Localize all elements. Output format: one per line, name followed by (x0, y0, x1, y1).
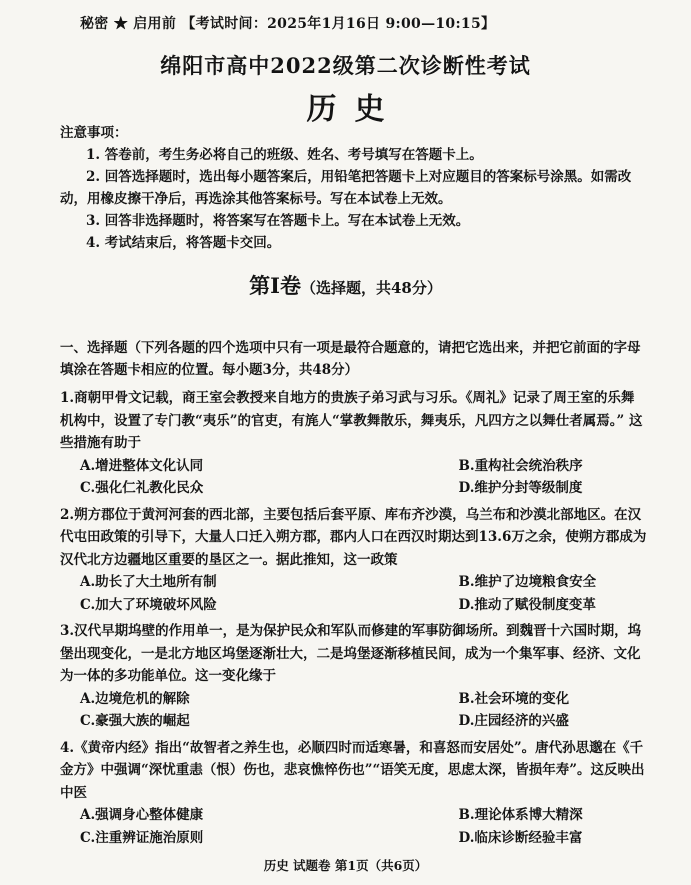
subject-title: 历史 (306, 92, 403, 127)
volume-subtitle: （选择题，共48分） (300, 279, 442, 297)
option-list (60, 455, 647, 500)
section-heading: 一、选择题（下列各题的四个选项中只有一项是最符合题意的，请把它选出来，并把它前面的字母填涂在答题卡相应的位置。每小题3分，共48分） (60, 340, 641, 378)
option-a: A.增进整体文化认同 (80, 457, 204, 474)
option-list (60, 571, 647, 616)
secrecy-and-exam-time: 秘密 ★ 启用前 【考试时间：2025年1月16日 9:00—10:15】 (80, 16, 496, 32)
option-list (60, 804, 647, 849)
question-stem: 4.《黄帝内经》指出“故智者之养生也，必顺四时而适寒暑，和喜怒而安居处”。唐代孙思邈在《千金方》中强调“深忧重恚（恨）伤也，悲哀憔悴伤也”“语笑无度，思虑太深，皆损年寿”。这反映出中医 (60, 739, 645, 801)
question-stem: 3.汉代早期坞壁的作用单一，是为保护民众和军队而修建的军事防御场所。到魏晋十六国时期，坞堡出现变化，一是北方地区坞堡逐渐壮大，二是坞堡逐渐移植民间，成为一个集军事、经济、文化为一体的多功能单位。这一变化缘于 (60, 623, 642, 684)
option-d: D.推动了赋役制度变革 (458, 596, 596, 613)
option-a: A.强调身心整体健康 (80, 807, 204, 823)
notes-heading: 注意事项： (60, 125, 128, 141)
option-a: A.边境危机的解除 (80, 690, 190, 707)
option-d: D.临床诊断经验丰富 (458, 829, 583, 846)
option-b: B.社会环境的变化 (458, 690, 570, 707)
option-list (60, 688, 647, 733)
note-item: 1. 答卷前，考生务必将自己的班级、姓名、考号填写在答题卡上。 (86, 147, 483, 163)
volume-name: 第Ⅰ卷 (249, 273, 301, 298)
option-c: C.注重辨证施治原则 (80, 829, 204, 846)
option-b: B.重构社会统治秩序 (458, 457, 583, 474)
question-stem: 2.朔方郡位于黄河河套的西北部，主要包括后套平原、库布齐沙漠，乌兰布和沙漠北部地区。在汉代屯田政策的引导下，大量人口迁入朔方郡，郡内人口在西汉时期达到13.6万之余，使朔方郡成为汉代北方边疆地区重要的垦区之一。据此推知，这一政策 (60, 506, 647, 568)
option-d: D.庄园经济的兴盛 (458, 713, 569, 729)
question-4 (60, 737, 647, 850)
page-footer: 历史 试题卷 第1页（共6页） (263, 858, 428, 873)
option-c: C.加大了环境破坏风险 (80, 596, 217, 613)
question-body (60, 337, 647, 853)
note-item: 3. 回答非选择题时，将答案写在答题卡上。写在本试卷上无效。 (86, 213, 470, 229)
option-d: D.维护分封等级制度 (458, 480, 583, 496)
question-stem: 1.商朝甲骨文记载，商王室会教授来自地方的贵族子弟习武与习乐。《周礼》记录了周王室的乐舞机构中，设置了专门教“夷乐”的官吏，有旄人“掌教舞散乐，舞夷乐，凡四方之以舞仕者属焉。” 这些措施有助于 (60, 390, 643, 451)
option-a: A.助长了大土地所有制 (80, 574, 217, 590)
option-b: B.维护了边境粮食安全 (458, 574, 597, 590)
question-1 (60, 387, 647, 500)
question-3 (60, 620, 647, 733)
exam-title: 绵阳市高中2022级第二次诊断性考试 (160, 53, 531, 78)
volume-title (0, 270, 691, 300)
option-b: B.理论体系博大精深 (458, 807, 583, 823)
option-c: C.豪强大族的崛起 (80, 713, 190, 729)
note-item: 2. 回答选择题时，选出每小题答案后，用铅笔把答题卡上对应题目的答案标号涂黑。如需改动，用橡皮擦干净后，再选涂其他答案标号。写在本试卷上无效。 (60, 169, 632, 207)
note-item: 4. 考试结束后，将答题卡交回。 (86, 235, 281, 251)
notes-block (60, 122, 647, 254)
option-c: C.强化仁礼教化民众 (80, 480, 204, 496)
question-2 (60, 504, 647, 617)
